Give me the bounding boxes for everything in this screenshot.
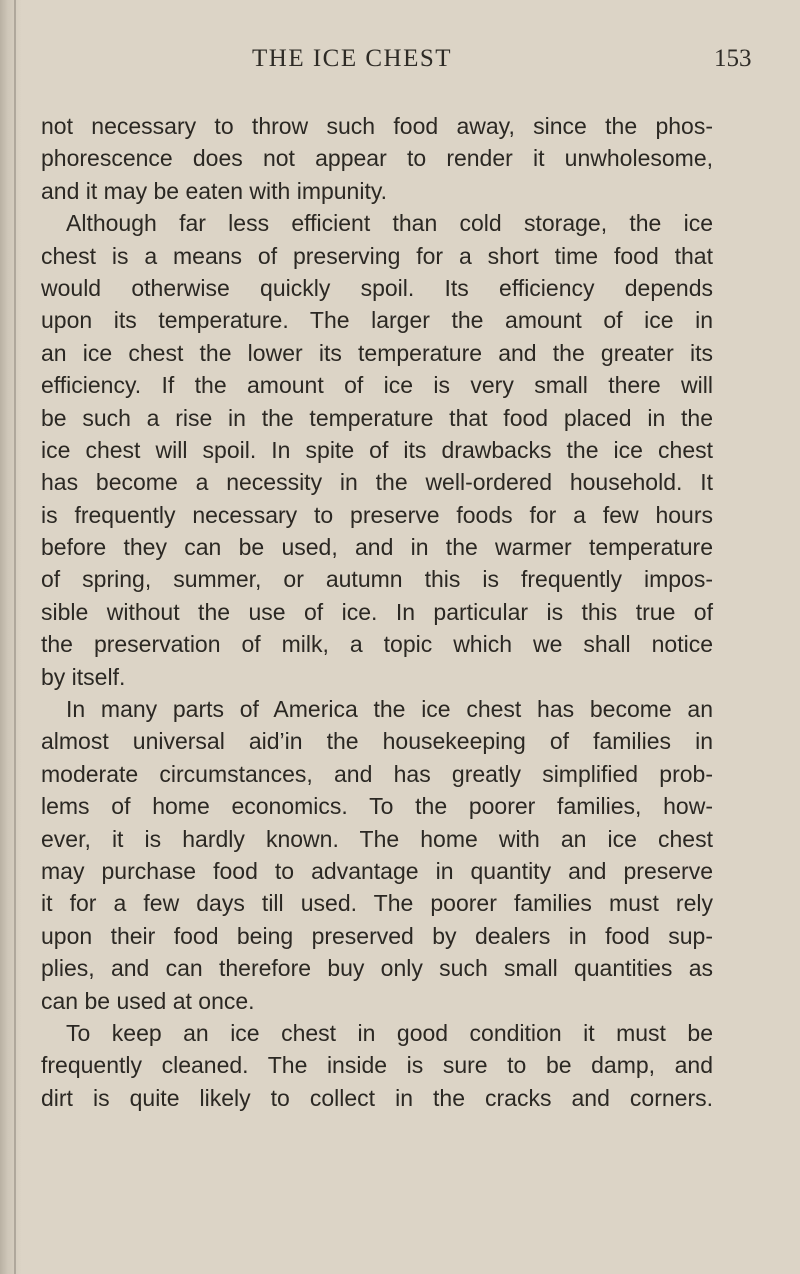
text-line: would otherwise quickly spoil. Its efficiency depends [41, 274, 713, 301]
text-line: ice chest will spoil. In spite of its drawbacks the ice chest [41, 436, 713, 463]
text-line: by itself. [41, 663, 126, 690]
text-line: To keep an ice chest in good condition it must be [66, 1019, 713, 1046]
text-line: it for a few days till used. The poorer families must rely [41, 890, 713, 917]
page-binding-shadow [0, 0, 22, 1274]
text-line: not necessary to throw such food away, since the phos- [41, 113, 713, 139]
text-line: dirt is quite likely to collect in the cracks and corners. [41, 1084, 713, 1111]
text-line: frequently cleaned. The inside is sure to be damp, and [41, 1052, 713, 1079]
text-line: Although far less efficient than cold storage, the ice [66, 210, 713, 237]
text-line: upon their food being preserved by dealers in food sup- [41, 922, 713, 949]
text-line: phorescence does not appear to render it unwholesome, [41, 145, 713, 172]
text-line: before they can be used, and in the warmer temperature [41, 534, 713, 561]
text-line: of spring, summer, or autumn this is frequently impos- [41, 566, 713, 593]
text-line: an ice chest the lower its temperature and the greater its [41, 339, 713, 366]
text-line: sible without the use of ice. In particular is this true of [41, 598, 713, 625]
page-binding-edge [14, 0, 16, 1274]
running-head-title: THE ICE CHEST [252, 45, 453, 72]
text-line: can be used at once. [41, 987, 255, 1014]
text-line: In many parts of America the ice chest has become an [66, 696, 713, 723]
page-number: 153 [714, 45, 752, 72]
text-line: and it may be eaten with impunity. [41, 177, 388, 204]
text-line: efficiency. If the amount of ice is very small there will [41, 372, 713, 399]
text-line: lems of home economics. To the poorer families, how- [41, 793, 713, 820]
text-line: plies, and can therefore buy only such small quantities as [41, 955, 713, 982]
text-line: moderate circumstances, and has greatly simplified prob- [41, 760, 713, 787]
text-line: chest is a means of preserving for a short time food that [41, 242, 713, 269]
text-line: the preservation of milk, a topic which we shall notice [41, 631, 713, 658]
body-text [41, 110, 713, 1114]
text-line: may purchase food to advantage in quantity and preserve [41, 857, 713, 884]
text-line: be such a rise in the temperature that food placed in the [41, 404, 713, 431]
text-line: almost universal aid’in the housekeeping of families in [41, 728, 713, 755]
text-line: upon its temperature. The larger the amount of ice in [41, 307, 713, 334]
text-line: ever, it is hardly known. The home with an ice chest [41, 825, 713, 852]
text-line: is frequently necessary to preserve foods for a few hours [41, 501, 713, 528]
text-line: has become a necessity in the well-ordered household. It [41, 469, 713, 496]
